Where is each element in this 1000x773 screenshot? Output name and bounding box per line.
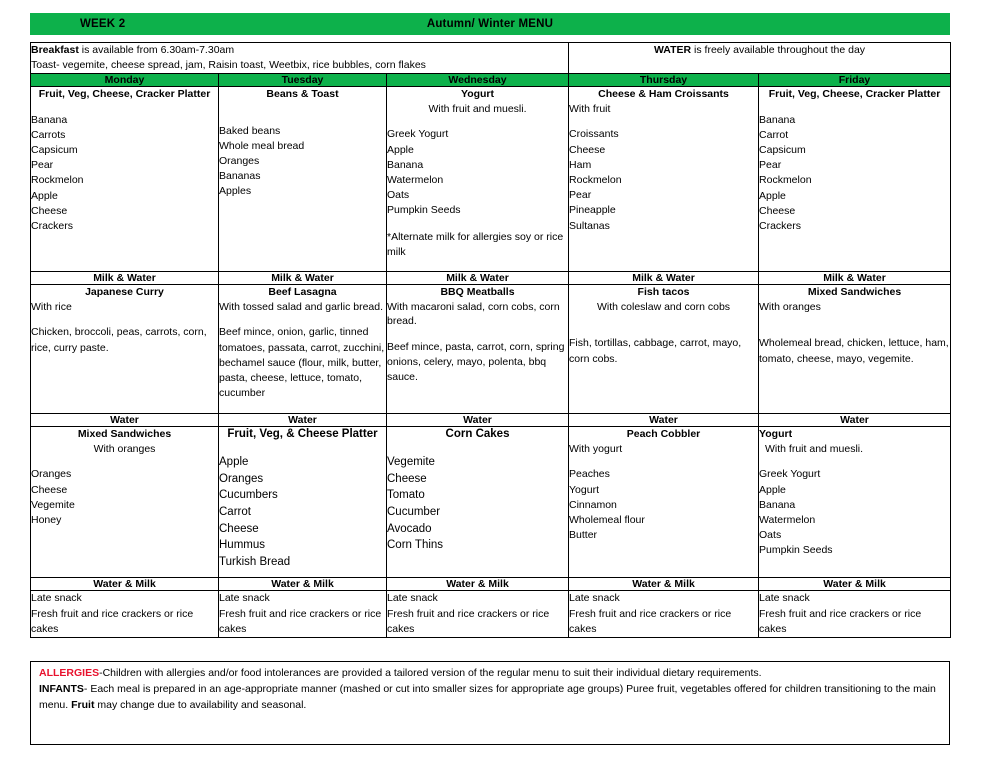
meal-item: Vegemite [31,498,75,511]
late-snack-description: Fresh fruit and rice crackers or rice cakes [387,607,550,635]
spacer [759,456,950,467]
footer-notes [30,661,950,745]
afternoon-tea-friday [759,427,951,578]
day-header-thursday: Thursday [569,74,759,87]
spacer [569,116,758,127]
drink-cell-tuesday: Milk & Water [219,272,387,285]
lunch-monday [31,285,219,414]
late-snack-row [31,591,951,638]
fruit-label: Fruit [71,698,95,711]
late-snack-label: Late snack [219,592,270,605]
meal-subtitle: With yogurt [569,442,623,455]
meal-item: Capsicum [759,144,806,157]
afternoon-tea-thursday [569,427,759,578]
meal-item: Cheese [387,472,427,485]
lunch-row [31,285,951,414]
meal-item: Bananas [219,170,261,183]
meal-subtitle: With macaroni salad, corn cobs, corn bread. [387,300,560,328]
late-snack-tuesday [219,591,387,638]
spacer [219,113,386,124]
water-line-rest: is freely available throughout the day [691,44,866,56]
meal-item: Oranges [219,472,264,485]
day-header-tuesday: Tuesday [219,74,387,87]
meal-item: Turkish Bread [219,555,291,568]
afternoon-tea-row [31,427,951,578]
meal-subtitle: With coleslaw and corn cobs [596,300,731,313]
meal-item: Cheese [31,483,68,496]
breakfast-bold-word: Breakfast [31,44,79,56]
day-header-friday: Friday [759,74,951,87]
meal-item: Vegemite [387,455,435,468]
late-snack-label: Late snack [387,592,438,605]
drink-cell-tuesday: Water & Milk [219,578,387,591]
drink-cell-thursday: Water [569,414,759,427]
meal-item: Rockmelon [759,174,812,187]
spacer [569,314,758,325]
meal-subtitle: With fruit and muesli. [765,442,864,455]
water-info-cell [569,43,951,74]
lunch-wednesday [387,285,569,414]
late-snack-friday [759,591,951,638]
meal-title: Fruit, Veg, Cheese, Cracker Platter [38,88,211,101]
afternoon-tea-monday [31,427,219,578]
morning-tea-friday [759,87,951,272]
morning-tea-drinks-row [31,272,951,285]
meal-title: BBQ Meatballs [440,286,515,299]
meal-item: Peaches [569,468,610,481]
meal-item: Apple [219,455,249,468]
meal-ingredients: Beef mince, onion, garlic, tinned tomatoes, passata, carrot, zucchini, bechamel sauce (flour, milk, butter, pasta, cheese, lettuce, tomato, cucumber [219,326,385,400]
late-snack-label: Late snack [569,592,620,605]
drink-cell-wednesday: Milk & Water [387,272,569,285]
drink-cell-monday: Milk & Water [31,272,219,285]
spacer [219,102,386,113]
infants-note [39,682,941,714]
morning-tea-tuesday [219,87,387,272]
meal-item: Cheese [569,143,606,156]
spacer [387,329,568,340]
drink-cell-monday: Water & Milk [31,578,219,591]
meal-item: Pear [569,189,592,202]
meal-item: Hummus [219,539,266,552]
meal-item: Sultanas [569,219,610,232]
meal-item: Banana [387,158,424,171]
spacer [759,314,950,325]
morning-tea-wednesday [387,87,569,272]
day-header-row [31,74,951,87]
week-label: WEEK 2 [80,18,126,30]
meal-item: Yogurt [569,483,599,496]
meal-item: Pear [759,159,782,172]
menu-banner [30,13,950,35]
afternoon-tea-wednesday [387,427,569,578]
drink-cell-thursday: Water & Milk [569,578,759,591]
day-header-monday: Monday [31,74,219,87]
spacer [759,325,950,336]
meal-item: Oranges [219,155,260,168]
meal-item: Pear [31,159,54,172]
drink-cell-monday: Water [31,414,219,427]
meal-subtitle: With oranges [93,442,156,455]
meal-item: Cucumber [387,505,441,518]
meal-item: Cucumbers [219,489,278,502]
drink-cell-wednesday: Water [387,414,569,427]
afternoon-tea-drinks-row [31,578,951,591]
spacer [31,314,218,325]
spacer [569,456,758,467]
meal-item: Watermelon [387,173,444,186]
meal-item: Cheese [759,204,796,217]
drink-cell-friday: Milk & Water [759,272,951,285]
meal-title: Fish tacos [637,286,690,299]
morning-tea-monday [31,87,219,272]
breakfast-line-2: Toast- vegemite, cheese spread, jam, Raisin toast, Weetbix, rice bubbles, corn flakes [31,59,426,72]
meal-title: Mixed Sandwiches [807,286,902,299]
meal-item: Tomato [387,489,425,502]
meal-item: Pumpkin Seeds [759,544,833,557]
fruit-text: may change due to availability and seasonal. [94,698,307,711]
meal-item: Oats [759,529,782,542]
water-line [569,43,950,58]
meal-item: Whole meal bread [219,139,305,152]
drink-cell-wednesday: Water & Milk [387,578,569,591]
late-snack-label: Late snack [31,592,82,605]
meal-subtitle: With rice [31,300,72,313]
meal-title: Fruit, Veg, Cheese, Cracker Platter [768,88,941,101]
meal-subtitle: With fruit [569,102,611,115]
meal-item: Oats [387,189,410,202]
meal-item: Carrot [759,128,789,141]
meal-ingredients: Wholemeal bread, chicken, lettuce, ham, tomato, cheese, mayo, vegemite. [759,337,949,365]
meal-ingredients: Fish, tortillas, cabbage, carrot, mayo, corn cobs. [569,337,742,365]
day-header-wednesday: Wednesday [387,74,569,87]
menu-table [30,42,951,638]
meal-item: Corn Thins [387,539,444,552]
allergies-note [39,666,941,682]
late-snack-description: Fresh fruit and rice crackers or rice cakes [569,607,732,635]
meal-item: Wholemeal flour [569,513,645,526]
info-row [31,43,951,74]
meal-title: Yogurt [460,88,495,101]
meal-subtitle: With fruit and muesli. [428,102,527,115]
late-snack-label: Late snack [759,592,810,605]
lunch-thursday [569,285,759,414]
breakfast-info-cell [31,43,569,74]
meal-title: Cheese & Ham Croissants [598,88,729,101]
spacer [387,116,568,127]
meal-title: Yogurt [759,428,793,441]
meal-item: Pineapple [569,204,616,217]
meal-item: Banana [759,498,796,511]
late-snack-description: Fresh fruit and rice crackers or rice cakes [759,607,922,635]
meal-title: Beans & Toast [266,88,339,101]
meal-item: Butter [569,529,598,542]
meal-item: Greek Yogurt [387,128,449,141]
meal-subtitle: With oranges [759,300,821,313]
spacer [569,325,758,336]
meal-item: Apple [387,143,414,156]
meal-note: *Alternate milk for allergies soy or rice milk [387,230,564,258]
drink-cell-thursday: Milk & Water [569,272,759,285]
lunch-drinks-row [31,414,951,427]
meal-title: Fruit, Veg, & Cheese Platter [227,428,378,441]
morning-tea-thursday [569,87,759,272]
meal-title: Beef Lasagna [268,286,337,299]
meal-item: Greek Yogurt [759,468,821,481]
meal-item: Banana [31,113,68,126]
meal-item: Apple [759,483,786,496]
meal-item: Oranges [31,468,72,481]
morning-tea-row [31,87,951,272]
late-snack-monday [31,591,219,638]
meal-item: Baked beans [219,124,281,137]
late-snack-description: Fresh fruit and rice crackers or rice cakes [31,607,194,635]
meal-item: Pumpkin Seeds [387,204,461,217]
infants-text: - Each meal is prepared in an age-appropriate manner (mashed or cut into smaller sizes for appropriate age groups) Puree fruit, vegetables offered for children transitioning to the main menu. [39,682,936,711]
spacer [31,456,218,467]
allergies-text: -Children with allergies and/or food intolerances are provided a tailored version of the regular menu to suit their individual dietary requirements. [99,667,762,679]
meal-title: Mixed Sandwiches [77,428,172,441]
spacer [219,314,386,325]
late-snack-description: Fresh fruit and rice crackers or rice cakes [219,607,382,635]
spacer [759,102,950,113]
meal-ingredients: Beef mince, pasta, carrot, corn, spring onions, celery, mayo, polenta, bbq sauce. [387,340,565,384]
infants-label: INFANTS [39,682,84,695]
meal-item: Croissants [569,128,619,141]
meal-item: Banana [759,113,796,126]
lunch-tuesday [219,285,387,414]
meal-item: Apple [759,189,786,202]
meal-ingredients: Chicken, broccoli, peas, carrots, corn, rice, curry paste. [31,326,207,354]
spacer [31,102,218,113]
allergies-label: ALLERGIES [39,667,100,679]
water-bold-word: WATER [653,44,692,56]
drink-cell-friday: Water [759,414,951,427]
meal-item: Cheese [219,522,259,535]
meal-item: Capsicum [31,144,78,157]
meal-item: Crackers [759,220,802,233]
afternoon-tea-tuesday [219,427,387,578]
meal-item: Cheese [31,204,68,217]
menu-title: Autumn/ Winter MENU [426,18,554,30]
meal-item: Watermelon [759,513,816,526]
meal-item: Crackers [31,220,74,233]
meal-item: Avocado [387,522,432,535]
meal-title: Japanese Curry [85,286,164,299]
late-snack-wednesday [387,591,569,638]
meal-item: Ham [569,158,592,171]
lunch-friday [759,285,951,414]
late-snack-thursday [569,591,759,638]
breakfast-line-1-rest: is available from 6.30am-7.30am [78,44,235,56]
meal-item: Honey [31,513,62,526]
spacer [387,443,568,454]
meal-item: Apples [219,185,252,198]
breakfast-line-1 [31,43,568,58]
spacer [387,219,568,230]
meal-item: Carrot [219,505,251,518]
meal-item: Apple [31,189,58,202]
meal-title: Peach Cobbler [626,428,701,441]
meal-title: Corn Cakes [445,428,510,441]
meal-item: Rockmelon [569,173,622,186]
meal-item: Cinnamon [569,498,617,511]
spacer [219,443,386,454]
meal-item: Rockmelon [31,174,84,187]
meal-subtitle: With tossed salad and garlic bread. [219,300,384,313]
meal-item: Carrots [31,128,66,141]
drink-cell-tuesday: Water [219,414,387,427]
drink-cell-friday: Water & Milk [759,578,951,591]
